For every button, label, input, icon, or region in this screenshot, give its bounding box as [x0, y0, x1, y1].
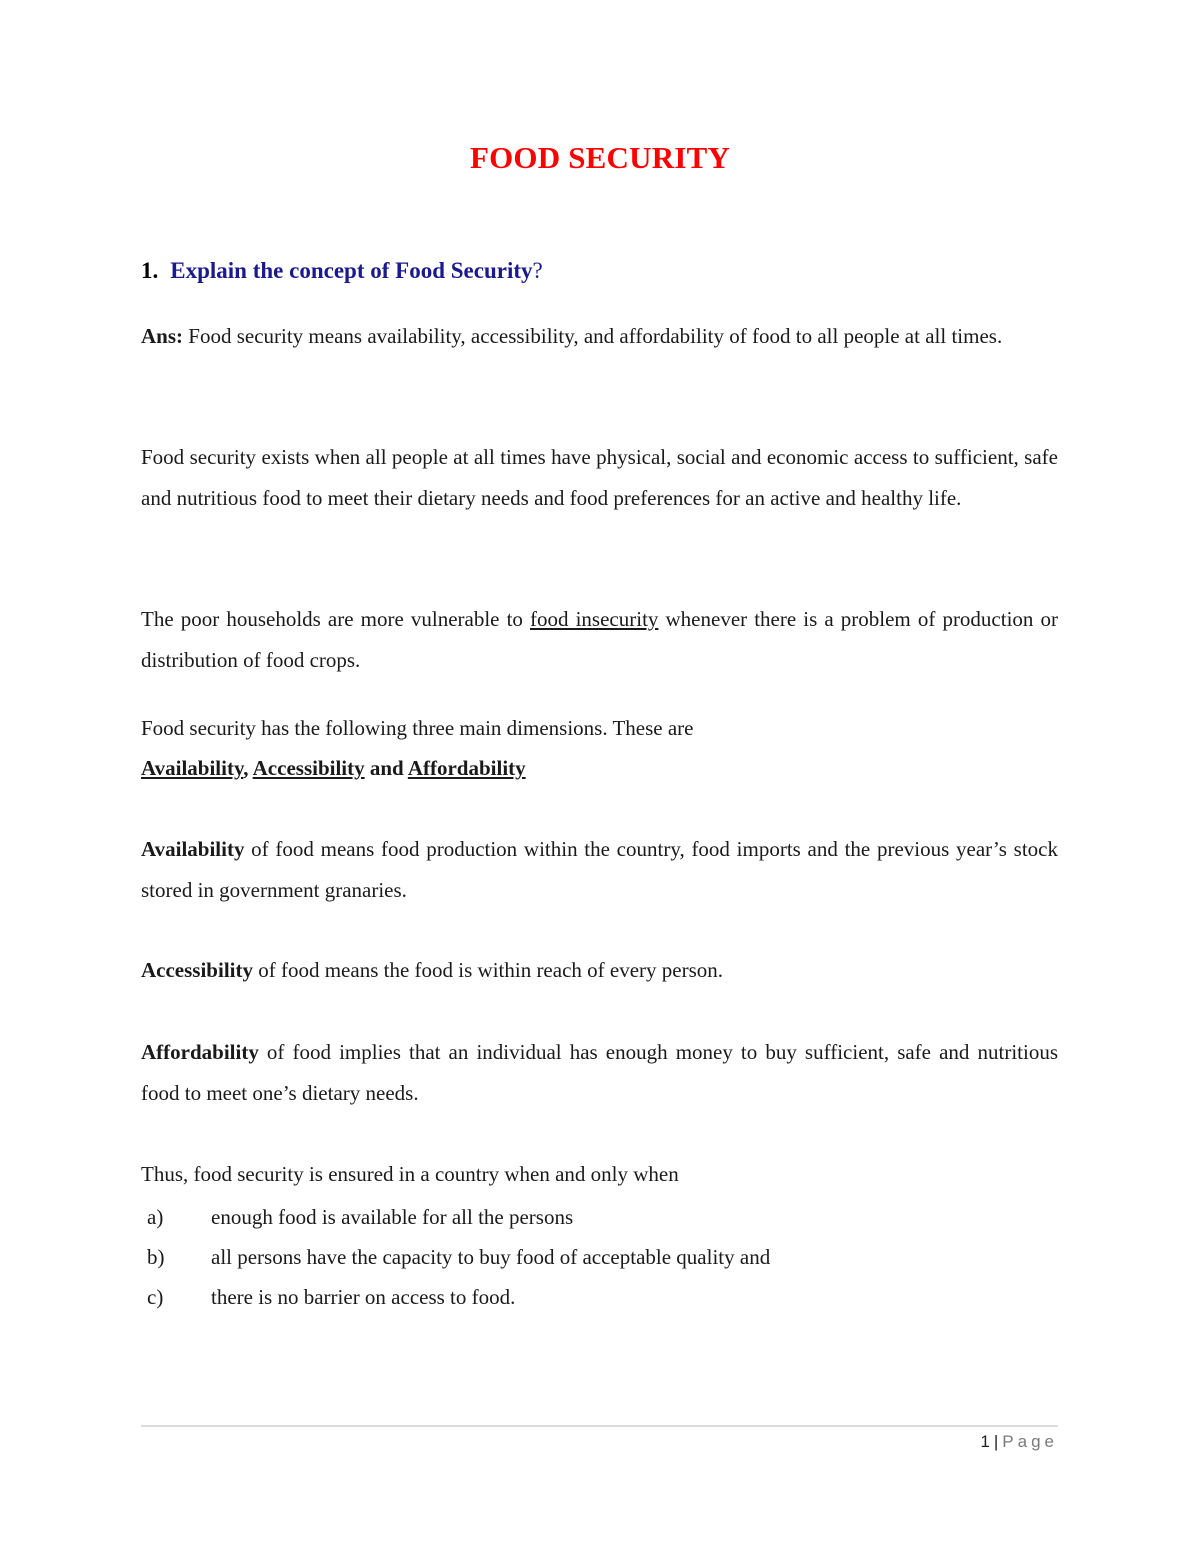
dimension-accessibility: Accessibility	[252, 756, 365, 780]
footer-separator: |	[993, 1432, 999, 1451]
page-label: Page	[1002, 1432, 1058, 1451]
footer-divider	[141, 1425, 1058, 1427]
question-text: Explain the concept of Food Security	[170, 258, 533, 283]
accessibility-text: of food means the food is within reach of every person.	[252, 958, 724, 982]
accessibility-term: Accessibility	[141, 958, 253, 982]
list-item-text: there is no barrier on access to food.	[211, 1285, 516, 1309]
availability-term: Availability	[141, 837, 245, 861]
list-item	[147, 1277, 770, 1317]
dimension-and: and	[364, 756, 408, 780]
question-mark: ?	[532, 258, 543, 283]
answer-paragraph	[141, 316, 1058, 357]
question-heading	[141, 258, 543, 284]
answer-label: Ans:	[141, 324, 184, 348]
page-number: 1	[980, 1432, 990, 1451]
list-item	[147, 1237, 770, 1277]
food-insecurity-term: food insecurity	[530, 607, 659, 631]
dimension-separator: ,	[243, 756, 253, 780]
availability-text: of food means food production within the country, food imports and the previous year’s stock stored in government granaries.	[141, 837, 1058, 902]
vulnerability-text-start: The poor households are more vulnerable to	[141, 607, 531, 631]
affordability-paragraph	[141, 1032, 1058, 1114]
page-footer	[980, 1432, 1058, 1452]
list-item-text: enough food is available for all the persons	[211, 1205, 574, 1229]
dimensions-intro: Food security has the following three main dimensions. These are	[141, 716, 694, 740]
definition-paragraph: Food security exists when all people at all times have physical, social and economic access to sufficient, safe and nutritious food to meet their dietary needs and food preferences for an active and healthy life.	[141, 445, 1058, 510]
page-title: FOOD SECURITY	[469, 140, 731, 175]
dimensions-list	[141, 753, 526, 783]
availability-paragraph	[141, 829, 1058, 911]
dimension-affordability: Affordability	[407, 756, 526, 780]
question-number: 1.	[141, 258, 159, 283]
list-marker: c)	[147, 1285, 164, 1309]
dimension-availability: Availability	[141, 756, 244, 780]
list-item	[147, 1197, 770, 1237]
list-marker: a)	[147, 1205, 164, 1229]
vulnerability-text-end: whenever there is a problem of production or distribution of food crops.	[141, 607, 1059, 672]
list-item-text: all persons have the capacity to buy food of acceptable quality and	[211, 1245, 771, 1269]
accessibility-paragraph	[141, 950, 1058, 991]
list-marker: b)	[147, 1245, 165, 1269]
affordability-text: of food implies that an individual has enough money to buy sufficient, safe and nutritious food to meet one’s dietary needs.	[141, 1040, 1058, 1105]
affordability-term: Affordability	[141, 1040, 259, 1064]
conclusion-text: Thus, food security is ensured in a country when and only when	[141, 1162, 679, 1186]
vulnerability-paragraph	[141, 599, 1058, 681]
conditions-list	[147, 1197, 770, 1317]
answer-text: Food security means availability, accessibility, and affordability of food to all people at all times.	[183, 324, 1003, 348]
